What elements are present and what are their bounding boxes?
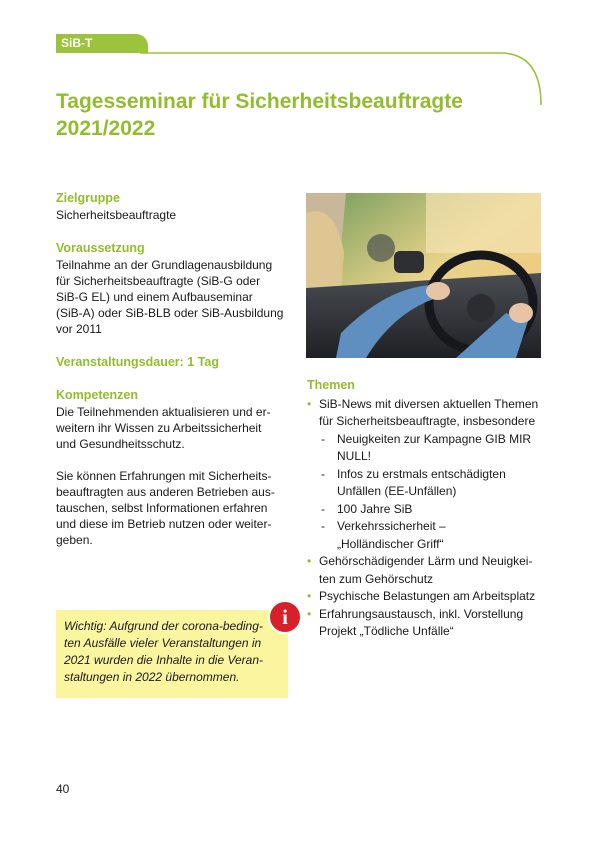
dauer-heading: Veranstaltungsdauer: 1 Tag: [56, 355, 220, 369]
zielgruppe-heading: Zielgruppe: [56, 191, 120, 205]
sub-item: - 100 Jahre SiB: [319, 501, 547, 519]
section-tab-label: SiB-T: [61, 36, 93, 50]
kompetenzen-heading: Kompetenzen: [56, 388, 138, 402]
zielgruppe-text: Sicherheitsbeauftragte: [56, 208, 177, 222]
sub-list: [319, 431, 547, 554]
themen-column: [307, 377, 547, 641]
list-item: • Psychische Belastungen am Arbeitsplatz: [307, 588, 547, 606]
list-item: • SiB-News mit diversen aktuellen Themen für Sicherheitsbeauftragte, insbesondere - Neuigkeiten zur Kampagne GIB MIR NULL! - Infos zu erstmals entschädigten Unfällen (EE-Unfällen) - 100 Jahre SiB - Verkehrssicherheit – „Holländischer Griff“: [307, 396, 547, 554]
themen-list: [307, 396, 547, 641]
themen-heading: Themen: [307, 378, 355, 392]
driver-photo: [306, 193, 541, 358]
sub-item: - Neuigkeiten zur Kampagne GIB MIR NULL!: [319, 431, 547, 466]
kompetenzen-text-2: Sie können Erfahrungen mit Sicherheits- beauftragten aus anderen Betrieben aus- tauschen, selbst Informationen erfahren und diese im Betrieb nutzen oder weiter- geben.: [56, 469, 275, 547]
kompetenzen-text-1: Die Teilnehmenden aktualisieren und er- weitern ihr Wissen zu Arbeitssicherheit und Gesundheitsschutz.: [56, 405, 271, 451]
note-text: Wichtig: Aufgrund der corona-beding- ten Ausfälle vieler Veranstaltungen in 2021 wurden die Inhalte in die Veran- staltungen in 2022 übernommen.: [64, 619, 264, 684]
list-item: • Gehörschädigender Lärm und Neuigkei- ten zum Gehörschutz: [307, 553, 547, 588]
info-icon: i: [268, 600, 302, 634]
page-number: 40: [56, 782, 70, 796]
voraussetzung-text: Teilnahme an der Grundlagenausbildung für Sicherheitsbeauftragte (SiB-G oder SiB-G EL) und einem Aufbauseminar (SiB-A) oder SiB-BLB oder SiB-Ausbildung vor 2011: [56, 258, 284, 336]
page-title: Tagesseminar für Sicherheitsbeauftragte 2021/2022: [56, 90, 463, 140]
sub-item: - Infos zu erstmals entschädigten Unfällen (EE-Unfällen): [319, 466, 547, 501]
list-item: • Erfahrungsaustausch, inkl. Vorstellung Projekt „Tödliche Unfälle“: [307, 606, 547, 641]
sub-item: - Verkehrssicherheit – „Holländischer Griff“: [319, 518, 547, 553]
important-note: [56, 610, 288, 698]
voraussetzung-heading: Voraussetzung: [56, 241, 145, 255]
left-column: [56, 190, 288, 548]
